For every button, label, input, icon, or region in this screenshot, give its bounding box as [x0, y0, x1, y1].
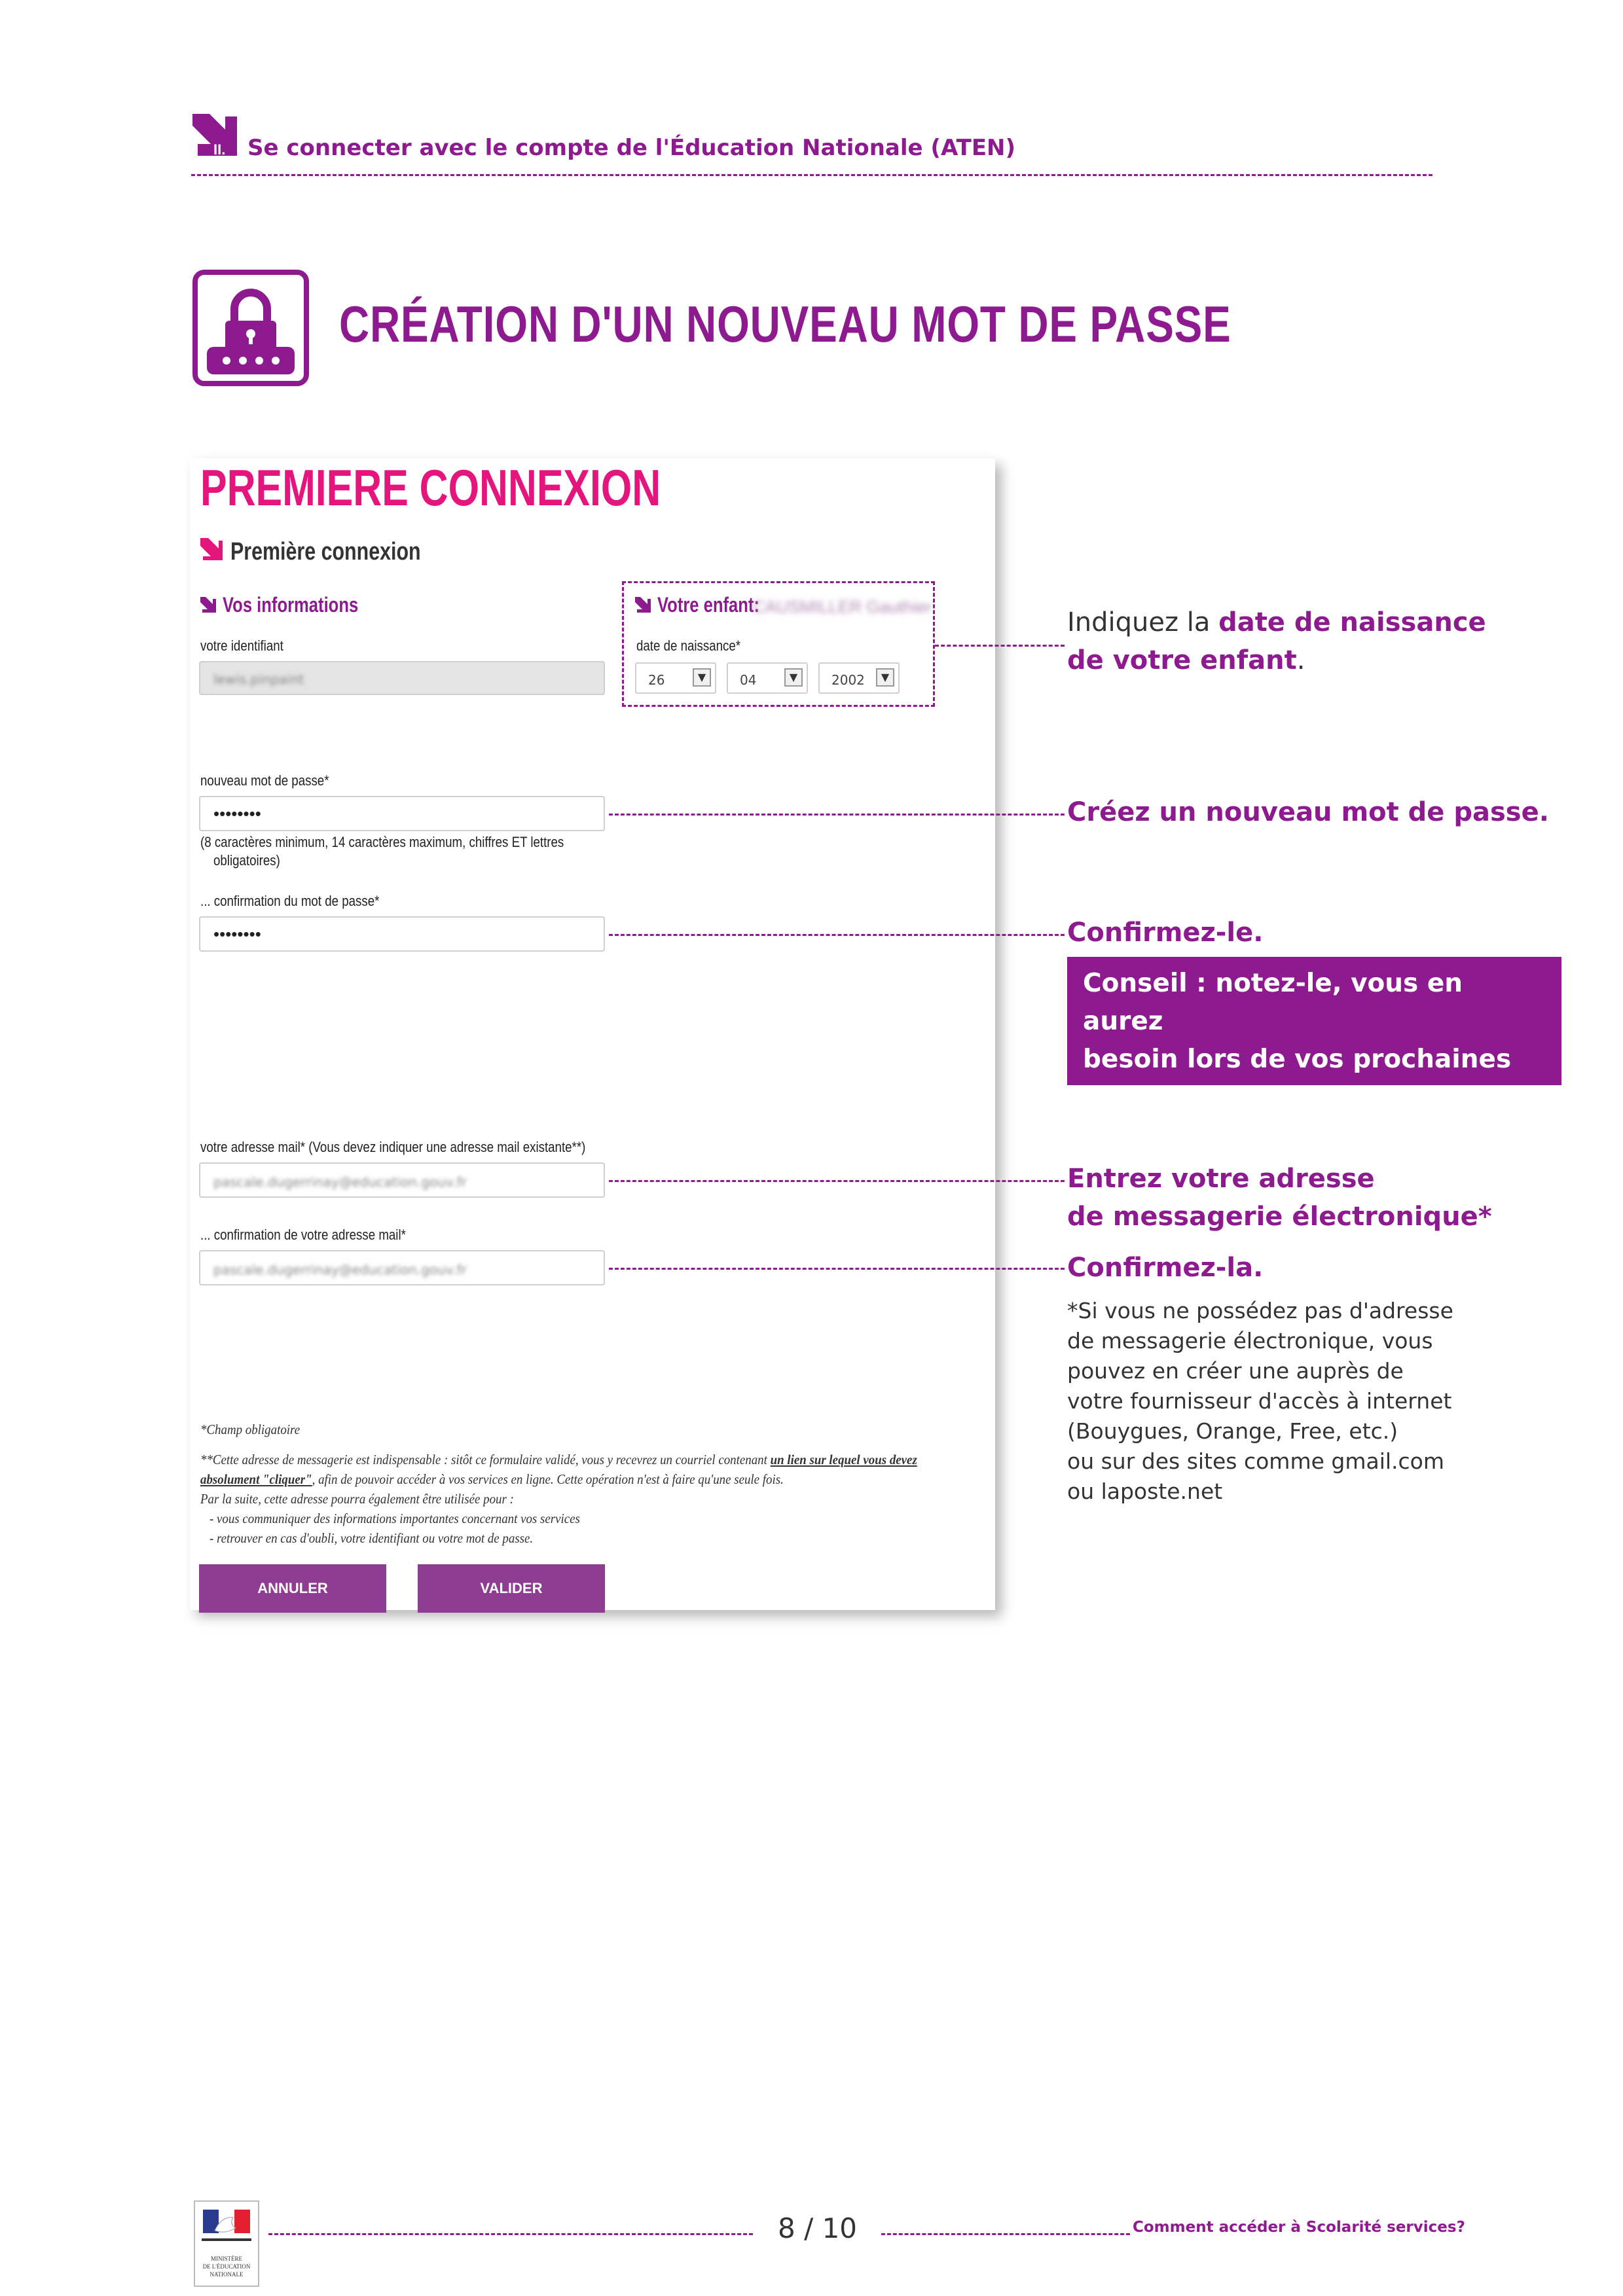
logo-text-1: MINISTÈRE [211, 2255, 242, 2262]
note-line-5: - retrouver en cas d'oubli, votre identifiant ou votre mot de passe. [210, 1530, 534, 1546]
email-field[interactable] [199, 1162, 605, 1198]
note-line-3: Par la suite, cette adresse pourra également être utilisée pour : [200, 1491, 514, 1507]
birthdate-label: date de naissance* [636, 637, 741, 654]
validate-button[interactable]: VALIDER [418, 1564, 605, 1613]
identifier-value: lewis.pinpaint [213, 672, 304, 687]
callout-email-line-1: Entrez votre adresse [1067, 1164, 1375, 1194]
section-votre-enfant: Votre enfant: [657, 593, 759, 617]
chevron-down-icon: ▼ [693, 668, 711, 687]
ministry-logo [194, 2200, 259, 2287]
marianne-flag-icon [195, 2206, 258, 2249]
password-field[interactable] [199, 796, 605, 831]
header-section-title: Se connecter avec le compte de l'Éducation Nationale (ATEN) [247, 135, 1016, 161]
page-number: 8 / 10 [778, 2212, 858, 2244]
callout-birthdate-line2: de votre enfant [1067, 645, 1297, 675]
birth-day-value: 26 [648, 672, 665, 688]
chevron-down-icon: ▼ [876, 668, 894, 687]
callout-birthdate-end: . [1296, 645, 1305, 675]
callout-password: Créez un nouveau mot de passe. [1067, 797, 1549, 827]
connector-password [609, 814, 1065, 816]
email-label: votre adresse mail* (Vous devez indiquer une adresse mail existante**) [200, 1139, 586, 1155]
identifier-label: votre identifiant [200, 637, 283, 654]
connector-birthdate [935, 645, 1065, 647]
password-value: •••••••• [213, 804, 261, 823]
lock-password-icon [192, 270, 309, 386]
email-value: pascale.dugerrinay@education.gouv.fr [213, 1174, 467, 1190]
callout-confirm-password: Confirmez-le. [1067, 918, 1264, 948]
callout-email-line-2: de messagerie électronique* [1067, 1202, 1492, 1232]
note-required: *Champ obligatoire [200, 1422, 301, 1437]
note-line-1-text: **Cette adresse de messagerie est indispensable : sitôt ce formulaire validé, vous y recevrez un courriel contenant [200, 1452, 771, 1467]
confirm-password-field[interactable] [199, 916, 605, 952]
connector-email [609, 1180, 1065, 1182]
svg-text:II.: II. [213, 141, 226, 158]
callout-birthdate-pre: Indiquez la [1067, 607, 1219, 637]
child-arrow-icon [635, 597, 651, 613]
callout-email [1067, 1160, 1492, 1236]
chevron-down-icon: ▼ [784, 668, 803, 687]
confirm-email-label: ... confirmation de votre adresse mail* [200, 1227, 406, 1243]
email-footnote: *Si vous ne possédez pas d'adresse de messagerie électronique, vous pouvez en créer une auprès de votre fournisseur d'accès à internet (Bouygues, Orange, Free, etc.) ou sur des sites comme gmail.com ou laposte.net [1067, 1298, 1453, 1504]
section-vos-informations: Vos informations [223, 593, 359, 617]
footer-document-title: Comment accéder à Scolarité services? [1133, 2219, 1465, 2236]
advice-line-1: Conseil : notez-le, vous en aurez [1083, 969, 1463, 1036]
callout-birthdate-bold: date de naissance [1218, 607, 1486, 637]
note-line-4: - vous communiquer des informations importantes concernant vos services [210, 1511, 580, 1526]
callout-birthdate [1067, 603, 1486, 679]
birth-year-value: 2002 [831, 672, 865, 688]
connector-confirm-email [609, 1268, 1065, 1270]
note-line-1 [200, 1452, 917, 1468]
confirm-email-value: pascale.dugerrinay@education.gouv.fr [213, 1262, 467, 1278]
advice-line-2: besoin lors de vos prochaines [1083, 1045, 1512, 1074]
confirm-password-value: •••••••• [213, 924, 261, 944]
advice-line-3: connexions. [1083, 1083, 1256, 1112]
birth-day-select[interactable] [635, 662, 716, 694]
form-subtitle-arrow-icon [200, 538, 223, 560]
callout-confirm-email: Confirmez-la. [1067, 1253, 1264, 1283]
header-divider [191, 174, 1432, 176]
footer-divider-right [881, 2233, 1130, 2235]
logo-text-2: DE L'ÉDUCATION [202, 2263, 251, 2270]
birth-year-select[interactable] [818, 662, 900, 694]
form-main-title: PREMIERE CONNEXION [200, 459, 661, 516]
note-line-2 [200, 1471, 784, 1488]
birth-month-value: 04 [740, 672, 757, 688]
info-arrow-icon [200, 597, 216, 613]
identifier-field[interactable] [199, 661, 605, 695]
note-line-2-bold: absolument "cliquer" [200, 1471, 312, 1487]
connector-confirm-password [609, 934, 1065, 936]
form-subtitle: Première connexion [230, 538, 421, 565]
header-section-icon [191, 113, 240, 158]
password-hint-2: obligatoires) [213, 852, 280, 869]
password-hint-1: (8 caractères minimum, 14 caractères maximum, chiffres ET lettres [200, 834, 564, 850]
footer-divider-left [268, 2233, 753, 2235]
advice-box [1067, 957, 1561, 1112]
logo-text-3: NATIONALE [210, 2271, 244, 2278]
child-name: CAUSMILLER Gauthier [753, 597, 932, 617]
page-title: CRÉATION D'UN NOUVEAU MOT DE PASSE [339, 295, 1231, 353]
note-line-1-bold: un lien sur lequel vous devez [770, 1452, 917, 1467]
birth-month-select[interactable] [727, 662, 808, 694]
cancel-button[interactable]: ANNULER [199, 1564, 386, 1613]
confirm-email-field[interactable] [199, 1250, 605, 1285]
password-label: nouveau mot de passe* [200, 772, 329, 789]
note-line-2-text: , afin de pouvoir accéder à vos services en ligne. Cette opération n'est à faire qu'une seule fois. [312, 1471, 784, 1487]
confirm-password-label: ... confirmation du mot de passe* [200, 893, 380, 909]
